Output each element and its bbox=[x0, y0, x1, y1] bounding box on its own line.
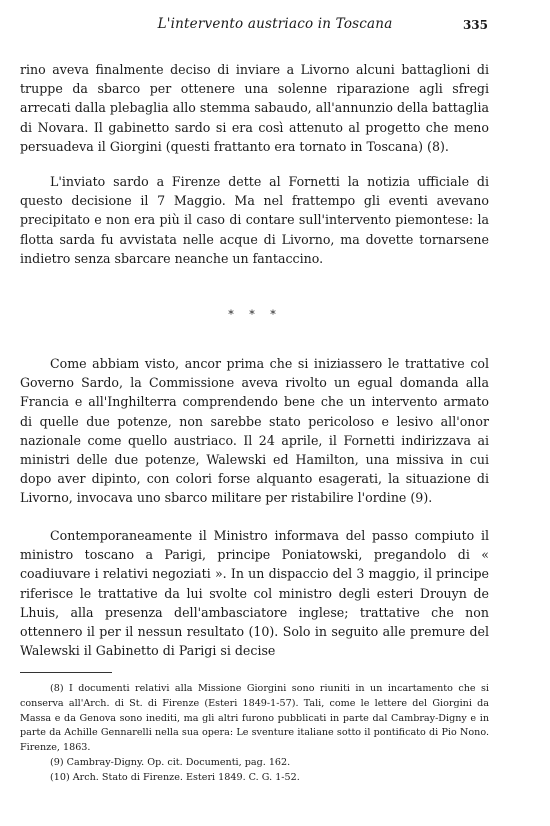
paragraph-1: rino aveva finalmente deciso di inviare a Livorno alcuni battaglioni di truppe da sbarco per ottenere una solenne riparazione agli sfregi arrecati dalla plebaglia allo stemma sabaudo, all'annunzio della battaglia di Novara. Il gabinetto sardo si era così attenuto al progetto che meno persuadeva il Giorgini (questi frattanto era tornato in Toscana) (8). bbox=[20, 62, 489, 154]
paragraph-2: L'inviato sardo a Firenze dette al Fornetti la notizia ufficiale di questo decisione il 7 Maggio. Ma nel frattempo gli eventi avevano precipitato e non era più il caso di contare sull'intervento piemontese: la flotta sarda fu avvistata nelle acque di Livorno, ma dovette tornarsene indietro senza sbarcare neanche un fantaccino. bbox=[20, 174, 489, 266]
footnote-8: (8) I documenti relativi alla Missione Giorgini sono riuniti in un incartamento che si conserva all'Arch. di St. di Firenze (Esteri 1849-1-57). Tali, come le lettere del Giorgini da Massa e da Genova sono inediti, ma gli altri furono pubblicati in parte dal Cambray-Digny e in parte da Achille Gennarelli nella sua opera: Le sventure italiane sotto il pontificato di Pio Nono. Firenze, 1863. bbox=[20, 683, 489, 754]
running-header bbox=[0, 16, 550, 38]
page-number: 335 bbox=[462, 18, 488, 32]
section-separator: * * * bbox=[228, 308, 282, 321]
paragraph-3: Come abbiam visto, ancor prima che si iniziassero le trattative col Governo Sardo, la Commissione aveva rivolto un egual domanda alla Francia e all'Inghilterra comprendendo bene che un intervento armato di quelle due potenze, non sarebbe stato pericoloso e lesivo all'onor nazionale come quello austriaco. Il 24 aprile, il Fornetti indirizzava ai ministri delle due potenze, Walewski ed Hamilton, una missiva in cui dopo aver dipinto, con colori forse alquanto esagerati, la situazione di Livorno, invocava uno sbarco militare per ristabilire l'ordine (9). bbox=[20, 356, 489, 506]
paragraph-4: Contemporaneamente il Ministro informava del passo compiuto il ministro toscano a Parigi, principe Poniatowski, pregandolo di « coadiuvare i relativi negoziati ». In un dispaccio del 3 maggio, il principe riferisce le trattative da lui svolte col ministro degli esteri Drouyn de Lhuis, alla presenza dell'ambasciatore inglese; trattative che non ottennero il per il nessun resultato (10). Solo in seguito alle premure del Walewski il Gabinetto di Parigi si decise bbox=[20, 528, 489, 659]
footnote-9: (9) Cambray-Digny. Op. cit. Documenti, pag. 162. bbox=[50, 756, 291, 768]
footnote-10: (10) Arch. Stato di Firenze. Esteri 1849. C. G. 1-52. bbox=[50, 771, 300, 783]
footnote-divider bbox=[20, 672, 112, 673]
footnotes bbox=[20, 682, 489, 786]
running-title: L'intervento austriaco in Toscana bbox=[157, 16, 393, 32]
